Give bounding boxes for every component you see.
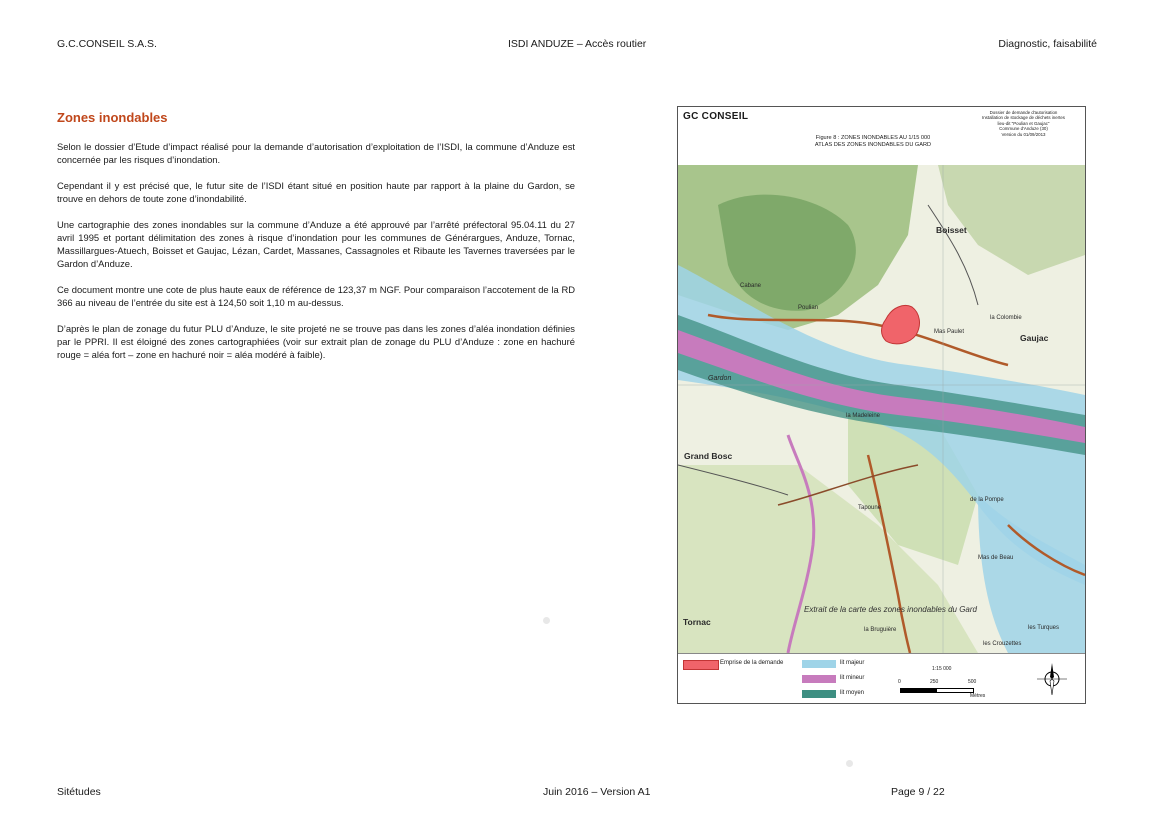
paragraph-1: Selon le dossier d’Etude d’impact réalisé pour la demande d’autorisation d’exploitation de l’ISDI, la commune d’Anduze est concernée par les risques d’inondation. (57, 141, 575, 165)
map-label-la-madeleine: la Madeleine (846, 413, 881, 419)
header-company: G.C.CONSEIL S.A.S. (57, 38, 157, 50)
map-label-poulian: Poulian (798, 305, 819, 311)
flood-zone-map-figure (677, 106, 1086, 704)
map-label-gardon: Gardon (708, 375, 732, 382)
paragraph-2: Cependant il y est précisé que, le futur site de l’ISDI étant situé en position haute par rapport à la plaine du Gardon, se trouve en dehors de toute zone d’inondabilité. (57, 180, 575, 204)
scale-label-500: 500 (968, 679, 977, 685)
map-label-cabane: Cabane (740, 283, 762, 289)
map-label-tapoune: Tapoune (858, 505, 882, 511)
map-label-la-bruguiere: la Bruguière (864, 627, 897, 633)
header-project: ISDI ANDUZE – Accès routier (508, 38, 647, 50)
figure-meta-line: Version du 01/09/2013 (1001, 131, 1046, 137)
paragraph-3: Une cartographie des zones inondables sur la commune d’Anduze a été approuvé par l’arrêté préfectoral 95.04.11 du 27 avril 1995 et portant délimitation des zones à risque d’inondation pour les communes de Générargues, Anduze, Tornac, Massillargues-Atuech, Boisset et Gaujac, Lézan, Cardet, Massanes, Cassagnoles et Ribaute les Tavernes traversées par le Gardon d’Anduze. (57, 219, 575, 269)
figure-meta-line: Commune d'Anduze (30) (999, 126, 1048, 132)
scale-unit: Mètres (970, 693, 986, 699)
legend-label-lit-mineur: lit mineur (840, 675, 865, 681)
scale-title: 1:15 000 (932, 666, 952, 672)
figure-meta (966, 110, 1081, 137)
decorative-dot (846, 760, 853, 767)
map-graphic (678, 165, 1085, 653)
map-label-les-turques: les Turques (1028, 625, 1060, 631)
paragraph-5: D’après le plan de zonage du futur PLU d’Anduze, le site projeté ne se trouve pas dans les zones d’aléa inondation définies par le PPRI. Il est éloigné des zones cartographiées (voir sur extrait plan de zonage du PLU d’Anduze : zone en hachuré rouge = aléa fort – zone en hachuré noir = aléa modéré à faible). (57, 323, 575, 360)
map-label-la-pompe: de la Pompe (970, 497, 1004, 503)
legend-label-lit-majeur: lit majeur (840, 660, 865, 666)
figure-titles (763, 135, 983, 149)
scale-bar (900, 688, 974, 693)
topographic-map (678, 165, 1085, 653)
figure-brand: GC CONSEIL (683, 111, 749, 122)
figure-header (678, 107, 1085, 166)
north-arrow-icon (1035, 660, 1069, 698)
scale-label-0: 0 (898, 679, 901, 685)
map-label-tornac: Tornac (683, 617, 711, 627)
figure-meta-line: lieu-dit "Poulian et Gaujac" (997, 120, 1050, 126)
figure-title-line-2: ATLAS DES ZONES INONDABLES DU GARD (814, 142, 932, 148)
legend-label-lit-moyen: lit moyen (840, 690, 865, 696)
section-title: Zones inondables (57, 110, 168, 125)
figure-meta-line: Installation de stockage de déchets inertes (982, 115, 1065, 121)
legend-swatch-lit-mineur (802, 675, 836, 683)
footer-author: Sitétudes (57, 786, 101, 798)
map-label-gaujac: Gaujac (1020, 333, 1049, 343)
map-label-mas-paulet: Mas Paulet (934, 329, 965, 335)
map-label-mas-de-beau: Mas de Beau (978, 555, 1014, 561)
footer-page-number: Page 9 / 22 (891, 786, 945, 798)
legend-swatch-lit-majeur (802, 660, 836, 668)
header-section: Diagnostic, faisabilité (998, 38, 1097, 50)
map-label-boisset: Boisset (936, 225, 967, 235)
body-text (57, 140, 575, 374)
map-legend (678, 653, 1085, 704)
legend-swatch-emprise (683, 660, 719, 670)
legend-swatch-lit-moyen (802, 690, 836, 698)
map-label-les-crouzettes: les Crouzettes (983, 641, 1022, 647)
decorative-dot (543, 617, 550, 624)
figure-title-line-1: Figure 8 : ZONES INONDABLES AU 1/15 000 (815, 135, 931, 141)
map-label-la-colombie: la Colombie (990, 315, 1022, 321)
scale-label-250: 250 (930, 679, 939, 685)
legend-label-emprise: Emprise de la demande (720, 660, 784, 666)
footer-version: Juin 2016 – Version A1 (543, 786, 651, 798)
map-label-grand-bosc: Grand Bosc (684, 451, 733, 461)
figure-meta-line: Dossier de demande d'autorisation (989, 110, 1058, 115)
figure-caption: Extrait de la carte des zones inondables du Gard (804, 605, 977, 614)
paragraph-4: Ce document montre une cote de plus haute eaux de référence de 123,37 m NGF. Pour comparaison l’accotement de la RD 366 au niveau de l’entrée du site est à 124,50 soit 1,10 m au-dessus. (57, 284, 575, 308)
